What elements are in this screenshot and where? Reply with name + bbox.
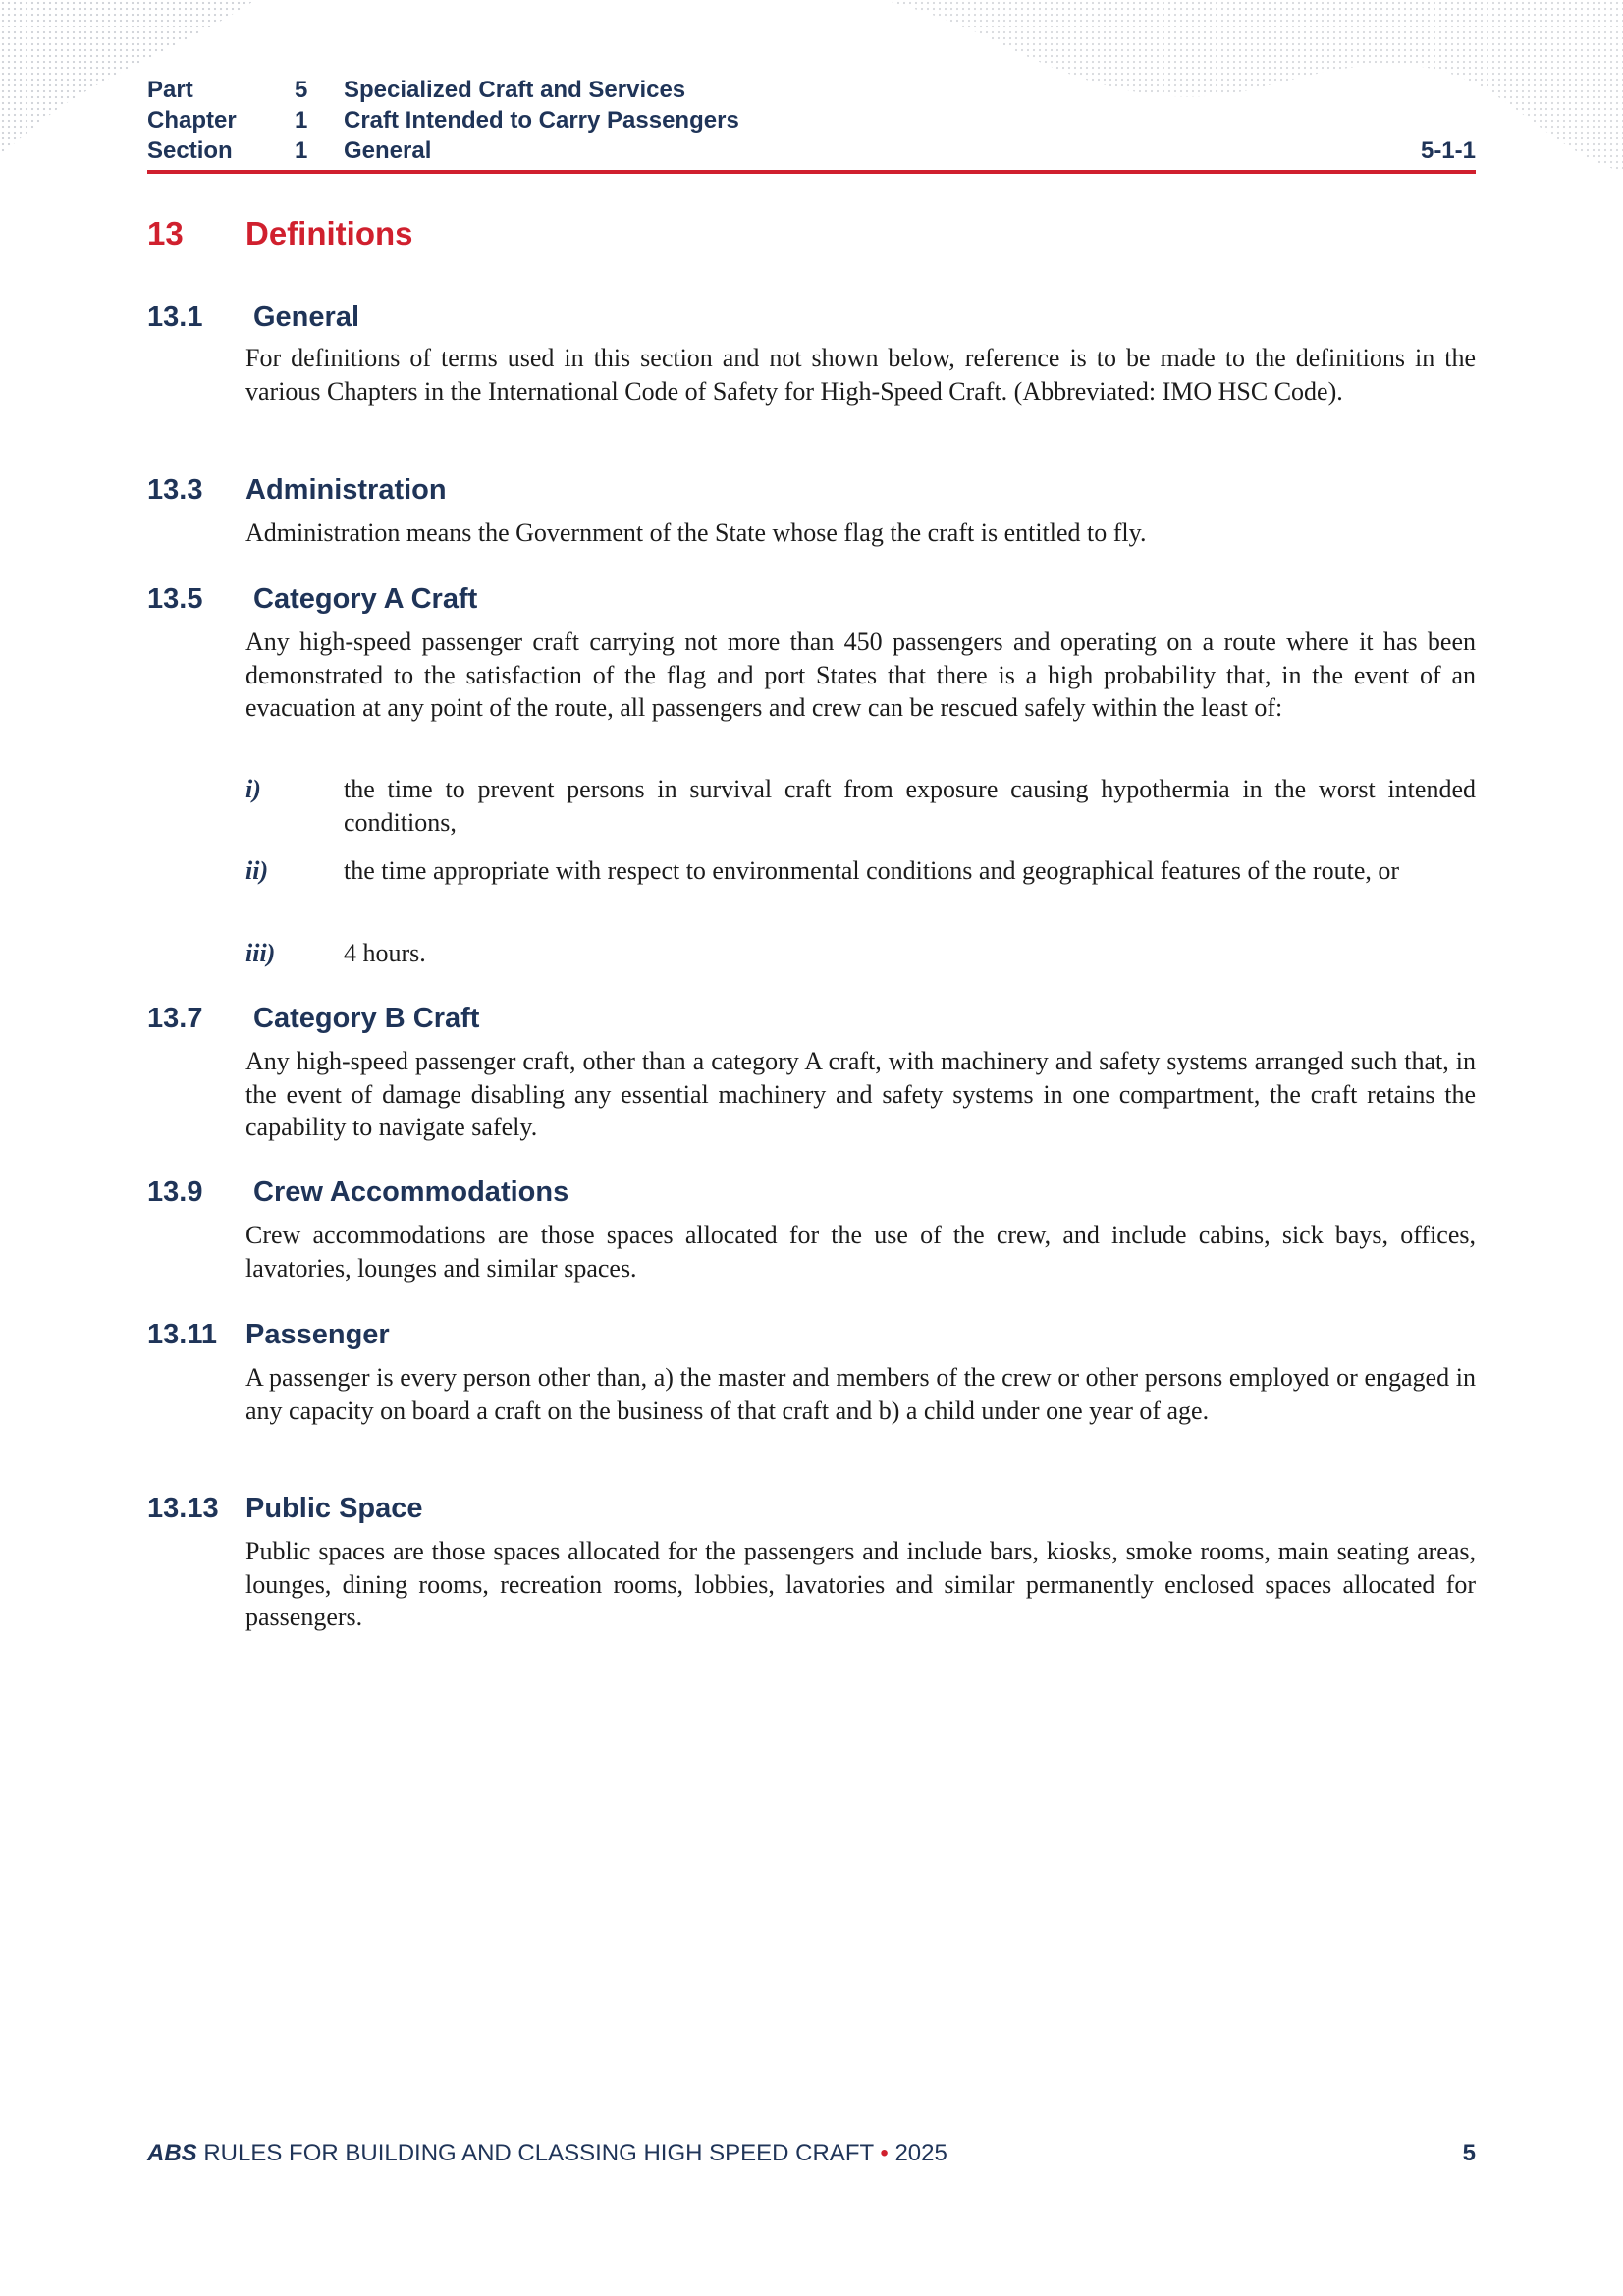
subsection-number: 13.9 [147, 1176, 203, 1208]
header-chapter-number: 1 [295, 107, 308, 134]
subsection-title: Category A Craft [253, 583, 478, 615]
subsection-title: General [253, 301, 359, 333]
list-item [245, 773, 1476, 839]
list-item-marker: ii) [245, 856, 269, 885]
header-part-number: 5 [295, 77, 308, 103]
subsection-title: Crew Accommodations [253, 1176, 569, 1208]
subsection-paragraph-13-13: Public spaces are those spaces allocated for the passengers and include bars, kiosks, smoke rooms, main seating areas, lounges, dining rooms, recreation rooms, lobbies, lavatories and similar permanently enclosed spaces allocated for passengers. [245, 1537, 1476, 1631]
page-footer [147, 2139, 1476, 2168]
list-item-text: the time to prevent persons in survival craft from exposure causing hypothermia in the worst intended conditions, [344, 775, 1476, 837]
subsection-paragraph-13-1: For definitions of terms used in this section and not shown below, reference is to be made to the definitions in the various Chapters in the International Code of Safety for High-Speed Craft. (Abbreviated: IMO HSC Code). [245, 344, 1476, 406]
header-row-section [147, 136, 1476, 166]
list-item [245, 854, 1476, 888]
header-chapter-label: Chapter [147, 107, 237, 134]
footer-brand-logo: ABS [147, 2140, 197, 2166]
section-title: Definitions [245, 215, 413, 251]
subsection-title: Category B Craft [253, 1003, 480, 1034]
header-section-label: Section [147, 137, 233, 164]
subsection-paragraph-13-11: A passenger is every person other than, a) the master and members of the crew or other persons employed or engaged in any capacity on board a craft on the business of that craft and b) a child under one year of age. [245, 1363, 1476, 1425]
subsection-number: 13.5 [147, 583, 203, 615]
subsection-paragraph-13-9: Crew accommodations are those spaces allocated for the use of the crew, and include cabins, sick bays, offices, lavatories, lounges and similar spaces. [245, 1221, 1476, 1283]
list-item-marker: iii) [245, 939, 276, 967]
footer-year: 2025 [894, 2140, 947, 2166]
subsection-number: 13.7 [147, 1003, 203, 1034]
subsection-number: 13.3 [147, 474, 203, 506]
footer-document-title: RULES FOR BUILDING AND CLASSING HIGH SPEED CRAFT [203, 2140, 874, 2166]
subsection-paragraph-13-7: Any high-speed passenger craft, other than a category A craft, with machinery and safety systems arranged such that, in the event of damage disabling any essential machinery and safety systems in one compartment, the craft retains the capability to navigate safely. [245, 1047, 1476, 1141]
page-number: 5 [1462, 2140, 1476, 2166]
header-part-label: Part [147, 77, 193, 103]
list-item [245, 937, 1476, 970]
subsection-number: 13.11 [147, 1319, 217, 1350]
header-section-title: General [344, 137, 432, 164]
header-part-title: Specialized Craft and Services [344, 77, 686, 103]
section-number: 13 [147, 215, 184, 251]
header-chapter-title: Craft Intended to Carry Passengers [344, 107, 739, 134]
header-section-code: 5-1-1 [1420, 137, 1476, 164]
list-item-marker: i) [245, 775, 261, 803]
subsection-number: 13.13 [147, 1493, 219, 1524]
subsection-title: Passenger [245, 1319, 390, 1350]
footer-bullet: • [880, 2140, 889, 2166]
header-divider [147, 170, 1476, 174]
subsection-title: Administration [245, 474, 447, 506]
subsection-paragraph-13-3: Administration means the Government of the State whose flag the craft is entitled to fly. [245, 519, 1147, 547]
header-row-part [147, 75, 1476, 105]
subsection-paragraph-13-5: Any high-speed passenger craft carrying not more than 450 passengers and operating on a route where it has been demonstrated to the satisfaction of the flag and port States that there is a high probability that, in the event of an evacuation at any point of the route, all passengers and crew can be rescued safely within the least of: [245, 628, 1476, 722]
list-item-text: the time appropriate with respect to environmental conditions and geographical features of the route, or [344, 856, 1400, 885]
running-header [147, 75, 1476, 166]
subsection-number: 13.1 [147, 301, 203, 333]
subsection-title: Public Space [245, 1493, 423, 1524]
header-section-number: 1 [295, 137, 308, 164]
list-item-text: 4 hours. [344, 939, 426, 967]
header-row-chapter [147, 105, 1476, 136]
